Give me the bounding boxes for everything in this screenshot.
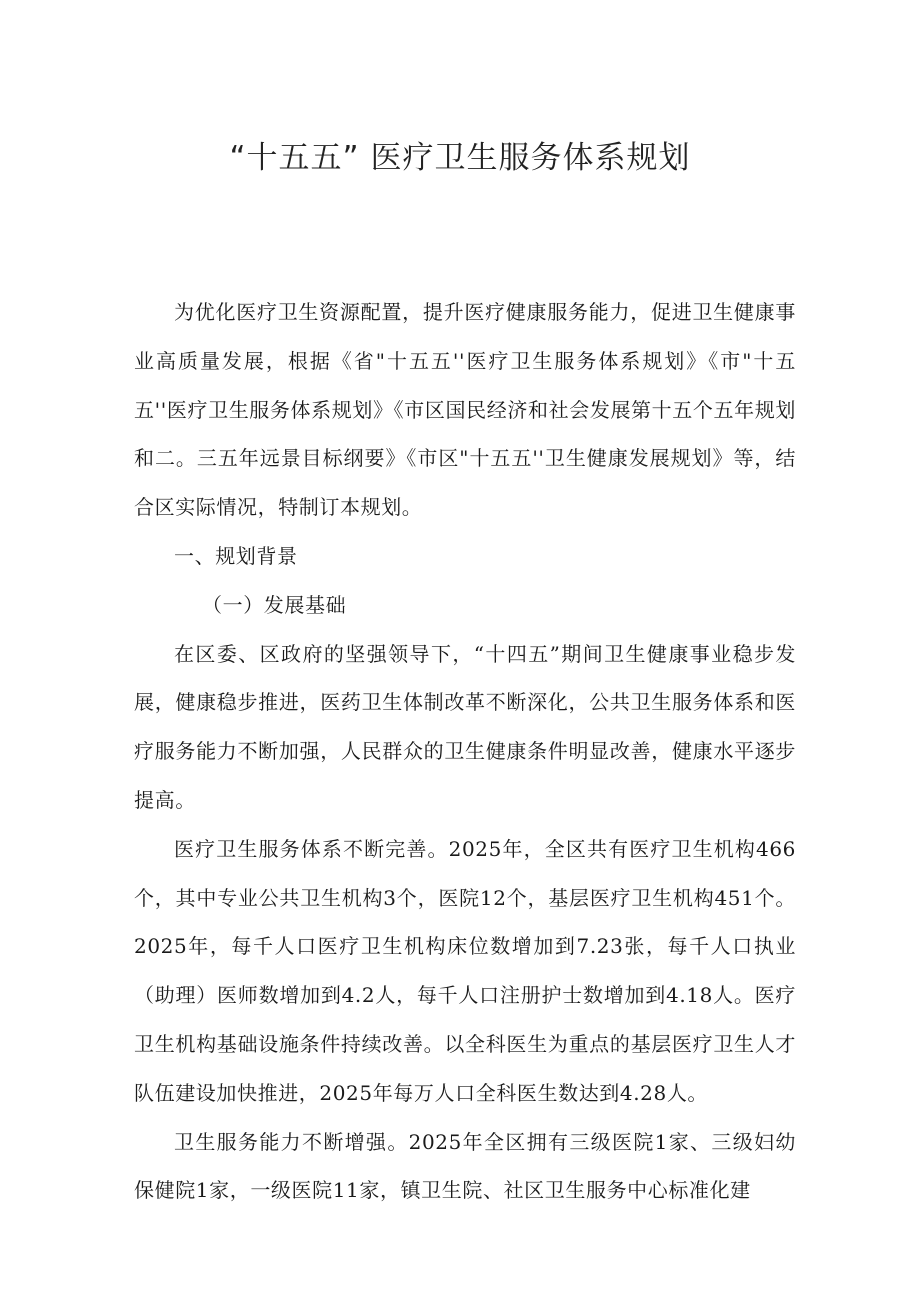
body-paragraph: 在区委、区政府的坚强领导下，“十四五”期间卫生健康事业稳步发展，健康稳步推进，医药卫生体制改革不断深化，公共卫生服务体系和医疗服务能力不断加强，人民群众的卫生健康条件明显改善，健康水平逐步提高。 [134, 641, 796, 812]
body-paragraph: 医疗卫生服务体系不断完善。2025年，全区共有医疗卫生机构466个，其中专业公共卫生机构3个，医院12个，基层医疗卫生机构451个。2025年，每千人口医疗卫生机构床位数增加到7.23张，每千人口执业（助理）医师数增加到4.2人，每千人口注册护士数增加到4.18人。医疗卫生机构基础设施条件持续改善。以全科医生为重点的基层医疗卫生人才队伍建设加快推进，2025年每万人口全科医生数达到4.28人。 [134, 836, 796, 1105]
intro-paragraph: 为优化医疗卫生资源配置，提升医疗健康服务能力，促进卫生健康事业高质量发展，根据《省"十五五''医疗卫生服务体系规划》《市"十五五''医疗卫生服务体系规划》《市区国民经济和社会发展第十五个五年规划和二。三五年远景目标纲要》《市区"十五五''卫生健康发展规划》等，结合区实际情况，特制订本规划。 [134, 300, 796, 520]
body-paragraph: 卫生服务能力不断增强。2025年全区拥有三级医院1家、三级妇幼保健院1家，一级医院11家，镇卫生院、社区卫生服务中心标准化建 [134, 1129, 796, 1203]
subsection-heading: （一）发展基础 [202, 592, 347, 617]
document-title: “十五五” 医疗卫生服务体系规划 [229, 140, 691, 176]
section-heading: 一、规划背景 [174, 543, 298, 568]
document-body [134, 288, 796, 1215]
